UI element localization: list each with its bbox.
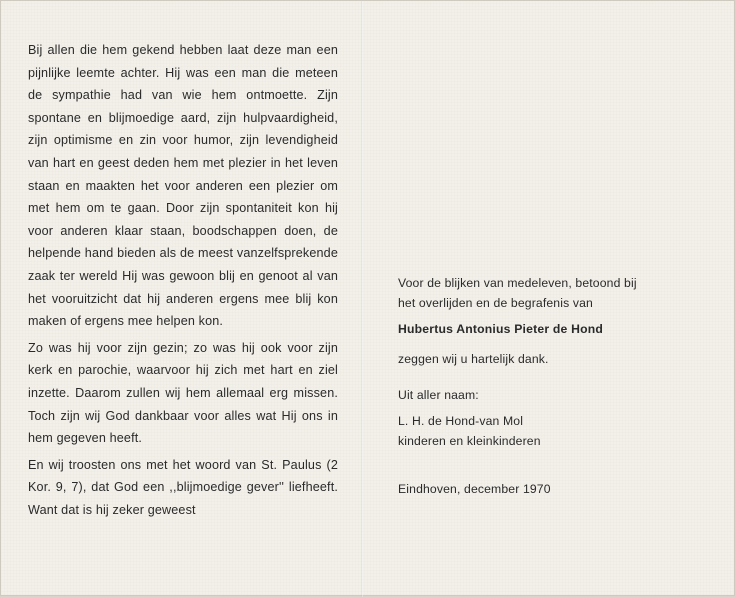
card-fold [361, 1, 363, 597]
on-behalf-line: Uit aller naam: [398, 388, 479, 402]
paragraph-family-church: Zo was hij voor zijn gezin; zo was hij ook voor zijn kerk en parochie, waarvoor hij zich met hart en ziel inzette. Daarom zullen wij hem allemaal erg missen. Toch zijn wij God dankbaar voor alles wat Hij ons in hem gegeven heeft. [28, 340, 338, 446]
thanks-line-1: Voor de blijken van medeleven, betoond bij [398, 276, 637, 290]
left-panel-text [28, 39, 338, 525]
deceased-name: Hubertus Antonius Pieter de Hond [398, 322, 604, 336]
thanks-line-2: het overlijden en de begrafenis van [398, 296, 593, 310]
family-line: kinderen en kleinkinderen [398, 434, 541, 448]
right-panel-thanks [398, 273, 708, 499]
thanks-line-3: zeggen wij u hartelijk dank. [398, 352, 549, 366]
paragraph-tribute: Bij allen die hem gekend hebben laat deze man een pijnlijke leemte achter. Hij was een man die meteen de sympathie had van wie hem ontmoette. Zijn spontane en blijmoedige aard, zijn hulpvaardigheid, zijn optimisme en zin voor humor, zijn levendigheid van hart en geest deden hem met plezier in het leven staan en maakten het voor anderen een plezier om met hem om te gaan. Door zijn spontaniteit kon hij voor anderen klaar staan, boodschappen doen, de helpende hand bieden als de meest vanzelfsprekende zaak ter wereld Hij was gewoon blij en genoot al van het vooruitzicht dat hij anderen ergens mee blij kon maken of ergens mee helpen kon. [28, 43, 338, 329]
place-date: Eindhoven, december 1970 [398, 482, 551, 496]
signatory-name: L. H. de Hond-van Mol [398, 414, 524, 428]
paragraph-scripture: En wij troosten ons met het woord van St. Paulus (2 Kor. 9, 7), dat God een ,,blijmoedige gever'' liefheeft. Want dat is hij zeker geweest [28, 457, 338, 517]
